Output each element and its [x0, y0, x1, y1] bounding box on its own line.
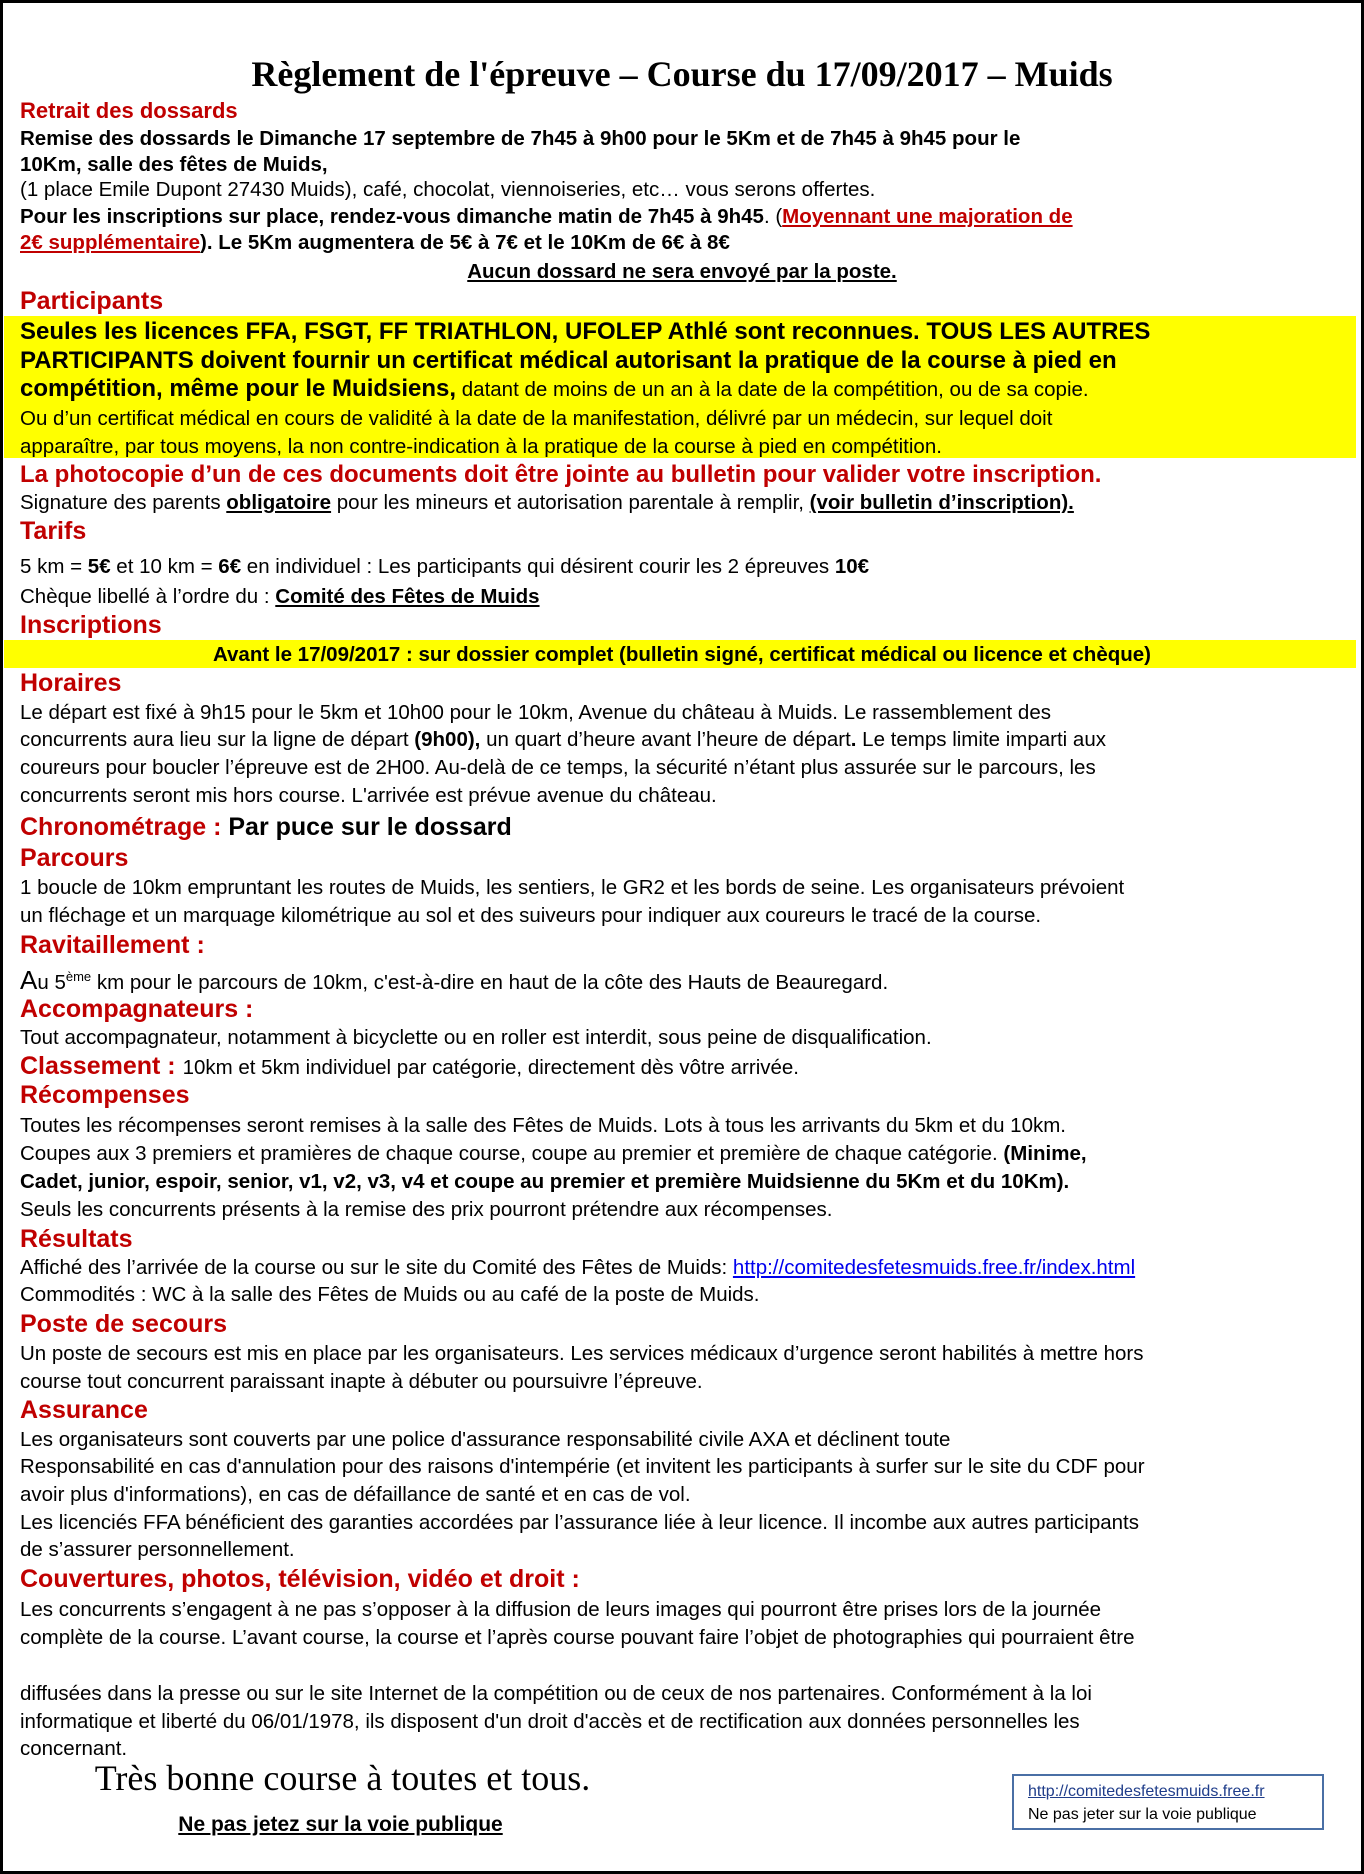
section-ravito-heading: Ravitaillement :	[20, 931, 205, 959]
secours-line-1: Un poste de secours est mis en place par les organisateurs. Les services médicaux d’urgence seront habilités à mettre hors	[20, 1342, 1144, 1365]
tarifs-10km-price: 6€	[218, 555, 242, 578]
assurance-line-4: Les licenciés FFA bénéficient des garanties accordées par l’assurance liée à leur licence. Il incombe aux autres participants	[20, 1511, 1139, 1534]
chrono-text: Par puce sur le dossard	[228, 813, 512, 841]
participants-line-7c: pour les mineurs et autorisation parentale à remplir,	[331, 491, 810, 514]
recomp-2b: (Minime,	[1003, 1142, 1087, 1165]
section-recomp-heading: Récompenses	[20, 1081, 190, 1109]
participants-line-3	[20, 374, 1089, 404]
closing-note: Ne pas jetez sur la voie publique	[178, 1813, 503, 1836]
retrait-supplement: 2€ supplémentaire	[20, 231, 201, 254]
section-chrono	[20, 812, 512, 842]
participants-line-2: PARTICIPANTS doivent fournir un certificat médical autorisant la pratique de la course à pied en	[20, 347, 1117, 374]
section-horaires-heading: Horaires	[20, 669, 122, 697]
accomp-line-1: Tout accompagnateur, notamment à bicyclette ou en roller est interdit, sous peine de disqualification.	[20, 1026, 932, 1049]
participants-line-6: La photocopie d’un de ces documents doit être jointe au bulletin pour valider votre inscription.	[20, 461, 1102, 488]
classement-heading: Classement :	[20, 1052, 183, 1080]
horaires-2c: un quart d’heure avant l’heure de départ	[480, 728, 851, 751]
retrait-line-5	[20, 229, 730, 256]
section-parcours-heading: Parcours	[20, 844, 129, 872]
resultats-1a: Affiché des l’arrivée de la course ou sur le site du Comité des Fêtes de Muids:	[20, 1256, 733, 1279]
horaires-2b: (9h00),	[414, 728, 481, 751]
retrait-majoration: Moyennant une majoration de	[782, 205, 1073, 228]
url-box-link[interactable]: http://comitedesfetesmuids.free.fr	[1028, 1783, 1265, 1800]
retrait-line-5b: ). Le 5Km augmentera de 5€ à 7€ et le 10Km de 6€ à 8€	[200, 231, 730, 254]
url-box	[1012, 1774, 1324, 1830]
assurance-line-2: Responsabilité en cas d'annulation pour des raisons d'intempérie (et invitent les participants à surfer sur le site du CDF pour	[20, 1455, 1145, 1478]
section-retrait-heading: Retrait des dossards	[20, 98, 238, 123]
assurance-line-1: Les organisateurs sont couverts par une police d'assurance responsabilité civile AXA et déclinent toute	[20, 1428, 951, 1451]
horaires-2a: concurrents aura lieu sur la ligne de départ	[20, 728, 415, 751]
participants-obligatoire: obligatoire	[226, 491, 332, 514]
participants-line-3b: datant de moins de un an à la date de la compétition, ou de sa copie.	[456, 378, 1089, 401]
horaires-2d: .	[850, 728, 857, 751]
horaires-line-4: concurrents seront mis hors course. L'arrivée est prévue avenue du château.	[20, 784, 717, 807]
retrait-line-1: Remise des dossards le Dimanche 17 septembre de 7h45 à 9h00 pour le 5Km et de 7h45 à 9h45 pour le	[20, 127, 1021, 150]
resultats-line-2: Commodités : WC à la salle des Fêtes de Muids ou au café de la poste de Muids.	[20, 1283, 760, 1306]
parcours-line-2: un fléchage et un marquage kilométrique au sol et des suiveurs pour indiquer aux coureurs le tracé de la course.	[20, 904, 1042, 927]
section-inscriptions-heading: Inscriptions	[20, 611, 162, 639]
participants-line-5: apparaître, par tous moyens, la non contre-indication à la pratique de la course à pied en compétition.	[20, 435, 942, 458]
participants-voir-bulletin: (voir bulletin d’inscription).	[809, 491, 1074, 514]
droit-line-1: Les concurrents s’engagent à ne pas s’opposer à la diffusion de leurs images qui pourront être prises lors de la journée	[20, 1598, 1102, 1621]
ravito-1a: A	[20, 964, 38, 995]
secours-line-2: course tout concurrent paraissant inapte à débuter ou poursuivre l’épreuve.	[20, 1370, 703, 1393]
section-classement	[20, 1051, 799, 1083]
parcours-line-1: 1 boucle de 10km empruntant les routes de Muids, les sentiers, le GR2 et les bords de seine. Les organisateurs prévoient	[20, 876, 1125, 899]
inscriptions-line-1: Avant le 17/09/2017 : sur dossier complet (bulletin signé, certificat médical ou licence et chèque)	[212, 643, 1151, 666]
section-droit-heading: Couvertures, photos, télévision, vidéo et droit :	[20, 1565, 580, 1593]
resultats-link[interactable]: http://comitedesfetesmuids.free.fr/index.html	[732, 1256, 1136, 1279]
resultats-line-1	[20, 1254, 1135, 1281]
horaires-line-2	[20, 726, 1106, 753]
ravito-sup: ème	[65, 969, 92, 984]
participants-line-7a: Signature des parents	[20, 491, 227, 514]
horaires-line-1: Le départ est fixé à 9h15 pour le 5km et 10h00 pour le 10km, Avenue du château à Muids. Le rassemblement des	[20, 701, 1051, 724]
tarifs-payee: Comité des Fêtes de Muids	[275, 585, 540, 608]
recomp-line-2	[20, 1140, 1087, 1167]
droit-line-2: complète de la course. L’avant course, la course et l’après course pouvant faire l’objet de photographies qui pourraient être	[20, 1626, 1135, 1649]
tarifs-2a: Chèque libellé à l’ordre du :	[20, 585, 276, 608]
section-tarifs-heading: Tarifs	[20, 517, 87, 545]
section-accomp-heading: Accompagnateurs :	[20, 995, 254, 1023]
participants-line-3a: compétition, même pour le Muidsiens,	[20, 375, 457, 402]
classement-text: 10km et 5km individuel par catégorie, directement dès vôtre arrivée.	[182, 1056, 799, 1079]
section-resultats-heading: Résultats	[20, 1225, 133, 1253]
section-assurance-heading: Assurance	[20, 1396, 148, 1424]
horaires-line-3: coureurs pour boucler l’épreuve est de 2H00. Au-delà de ce temps, la sécurité n’étant plus assurée sur le parcours, les	[20, 756, 1096, 779]
droit-line-4: informatique et liberté du 06/01/1978, ils disposent d'un droit d'accès et de rectification aux données personnelles les	[20, 1710, 1080, 1733]
retrait-line-3: (1 place Emile Dupont 27430 Muids), café, chocolat, viennoiseries, etc… vous serons offertes.	[20, 178, 876, 201]
tarifs-1e: en individuel : Les participants qui désirent courir les 2 épreuves	[241, 555, 835, 578]
retrait-no-mail: Aucun dossard ne sera envoyé par la poste.	[467, 260, 897, 283]
retrait-line-4b: . (	[763, 205, 783, 228]
section-participants-heading: Participants	[20, 287, 164, 315]
page-title: Règlement de l'épreuve – Course du 17/09/2017 – Muids	[251, 54, 1113, 94]
url-box-note: Ne pas jeter sur la voie publique	[1028, 1806, 1257, 1823]
droit-line-5: concernant.	[20, 1737, 128, 1760]
ravito-1b: u 5	[37, 970, 66, 994]
tarifs-1a: 5 km =	[20, 555, 88, 578]
droit-line-3: diffusées dans la presse ou sur le site Internet de la compétition ou de ceux de nos partenaires. Conformément à la loi	[20, 1682, 1092, 1705]
participants-line-7	[20, 489, 1074, 516]
horaires-2e: Le temps limite imparti aux	[856, 728, 1106, 751]
recomp-line-3: Cadet, junior, espoir, senior, v1, v2, v3, v4 et coupe au premier et première Muidsienne du 5Km et du 10Km).	[20, 1170, 1070, 1193]
retrait-line-2: 10Km, salle des fêtes de Muids,	[20, 153, 328, 176]
recomp-line-4: Seuls les concurrents présents à la remise des prix pourront prétendre aux récompenses.	[20, 1198, 833, 1221]
ravito-1c: km pour le parcours de 10km, c'est-à-dire en haut de la côte des Hauts de Beauregard.	[91, 970, 889, 994]
chrono-heading: Chronométrage :	[20, 813, 229, 841]
closing-text: Très bonne course à toutes et tous.	[94, 1758, 591, 1798]
assurance-line-3: avoir plus d'informations), en cas de défaillance de santé et en cas de vol.	[20, 1483, 691, 1506]
tarifs-line-2	[20, 583, 540, 610]
retrait-line-4	[20, 203, 1073, 230]
retrait-line-4a: Pour les inscriptions sur place, rendez-vous dimanche matin de 7h45 à 9h45	[20, 205, 764, 228]
tarifs-line-1	[20, 553, 869, 580]
assurance-line-5: de s’assurer personnellement.	[20, 1538, 295, 1561]
recomp-line-1: Toutes les récompenses seront remises à la salle des Fêtes de Muids. Lots à tous les arrivants du 5km et du 10km.	[20, 1114, 1066, 1137]
participants-line-1: Seules les licences FFA, FSGT, FF TRIATHLON, UFOLEP Athlé sont reconnues. TOUS LES AUTRES	[20, 318, 1151, 345]
participants-line-4: Ou d’un certificat médical en cours de validité à la date de la manifestation, délivré par un médecin, sur lequel doit	[20, 407, 1053, 430]
tarifs-both-price: 10€	[834, 555, 870, 578]
tarifs-5km-price: 5€	[87, 555, 111, 578]
tarifs-1c: et 10 km =	[110, 555, 219, 578]
recomp-2a: Coupes aux 3 premiers et pramières de chaque course, coupe au premier et première de chaque catégorie.	[20, 1142, 1004, 1165]
ravito-line-1	[20, 963, 888, 996]
section-secours-heading: Poste de secours	[20, 1310, 228, 1338]
